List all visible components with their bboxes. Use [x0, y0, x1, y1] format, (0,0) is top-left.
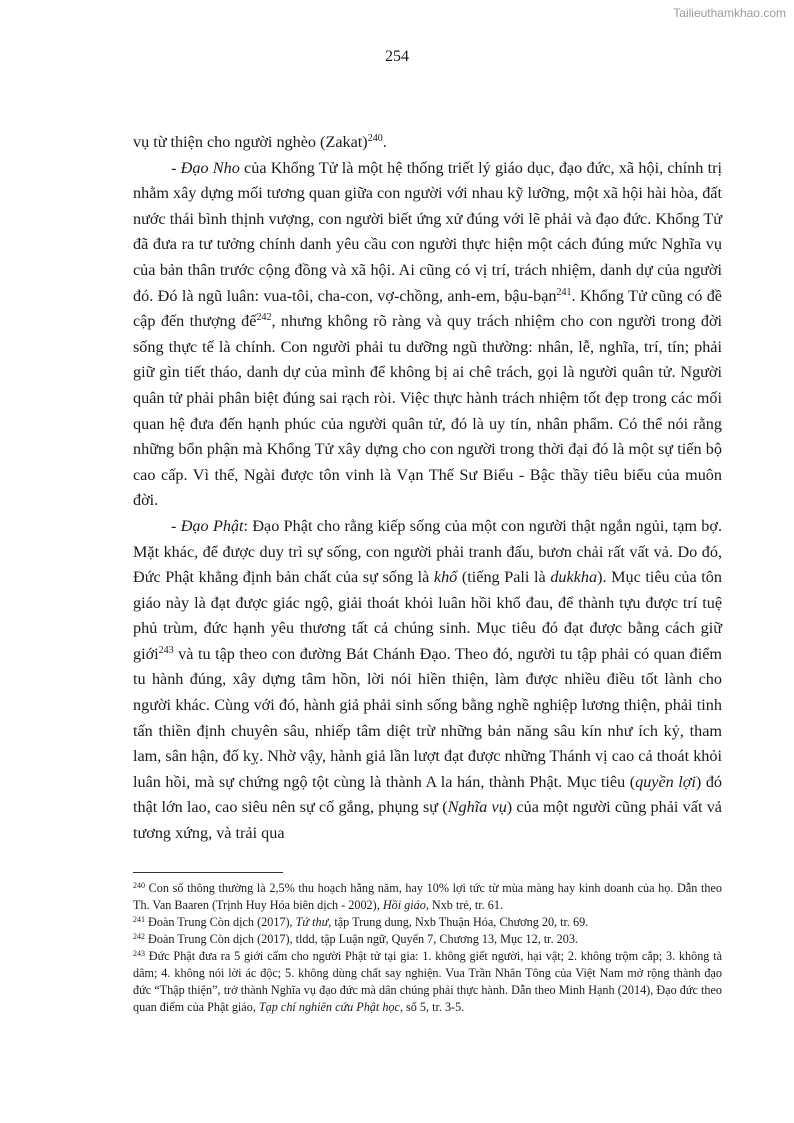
paragraph-dao-phat: - Đạo Phật: Đạo Phật cho rằng kiếp sống của một con người thật ngắn ngủi, tạm bợ. Mặt khác, để được duy trì sự sống, con người phải tranh đấu, bươn chải rất vất vả. Do đó, Đức Phật khẳng định bản chất của sự sống là khổ (tiếng Pali là dukkha). Mục tiêu của tôn giáo này là đạt được giác ngộ, giải thoát khỏi luân hồi khổ đau, để thành tựu được trí tuệ phủ trùm, đức hạnh yêu thương tất cả chúng sinh. Mục tiêu đó đạt được bằng cách giữ giới$^{243}$ và tu tập theo con đường Bát Chánh Đạo. Theo đó, người tu tập phải có quan điểm tu hành đúng, xây dựng tâm hồn, lời nói hiền thiện, làm được nhiều điều tốt lành cho người khác. Cùng với đó, hành giả phải sinh sống bằng nghề nghiệp lương thiện, phải tinh tấn thiền định chuyên sâu, nhiếp tâm diệt trừ những bản năng sâu kín như ích kỷ, tham lam, sân hận, đố kỵ. Nhờ vậy, hành giả lần lượt đạt được những Thánh vị cao cả thoát khỏi luân hồi, mà sự chứng ngộ tột cùng là thành A la hán, thành Phật. Mục tiêu (quyền lợi) đó thật lớn lao, cao siêu nên sự cố gắng, phụng sự (Nghĩa vụ) của một người cũng phải vất vả tương xứng, và trải qua [133, 516, 723, 843]
footnote-240: $^{240}$ Con số thông thường là 2,5% thu hoạch hằng năm, hay 10% lợi tức từ mùa màng hay kinh doanh của họ. Dẫn theo Th. Van Baaren (Trịnh Huy Hóa biên dịch - 2002), Hồi giáo, Nxb trẻ, tr. 61. [133, 881, 722, 912]
footnote-ref-241[interactable]: 241 [556, 286, 572, 298]
footnotes [133, 880, 722, 1016]
watermark: Tailieuthamkhao.com [673, 6, 786, 20]
term-dukkha: dukkha [550, 568, 598, 587]
body-text [133, 130, 722, 847]
footnote-ref-240[interactable]: 240 [367, 133, 383, 144]
footnote-ref-243[interactable]: 243 [158, 644, 174, 656]
footnote-241: $^{241}$ Đoàn Trung Còn dịch (2017), Tứ thư, tập Trung dung, Nxb Thuận Hóa, Chương 20, tr. 69. [133, 915, 589, 929]
term-dao-phat: Đạo Phật [180, 516, 244, 535]
term-dao-nho: Đạo Nho [180, 158, 240, 177]
paragraph-zakat: vụ từ thiện cho người nghèo (Zakat)$^{240}$. [133, 133, 387, 151]
footnote-242: $^{242}$ Đoàn Trung Còn dịch (2017), tldd, tập Luận ngữ, Quyển 7, Chương 13, Mục 12, tr. 203. [133, 932, 578, 946]
page-number: 254 [385, 48, 409, 65]
footnote-243: $^{243}$ Đức Phật đưa ra 5 giới cấm cho người Phật tử tại gia: 1. không giết người, hại vật; 2. không trộm cắp; 3. không tà dâm; 4. không nói lời ác độc; 5. không dùng chất say nghiện. Vua Trần Nhân Tông của Việt Nam mở rộng thành đạo đức “Thập thiện”, trở thành Nghĩa vụ đạo đức mà dân chúng phải thực hành. Dẫn theo Minh Hạnh (2014), Đạo đức theo quan điểm của Phật giáo, Tạp chí nghiên cứu Phật học, số 5, tr. 3-5. [133, 949, 722, 1014]
term-kho: khổ [433, 568, 458, 587]
term-nghia-vu: Nghĩa vụ [447, 798, 507, 817]
term-quyen-loi: quyền lợi [635, 772, 696, 791]
footnote-separator [133, 872, 283, 873]
footnote-ref-242[interactable]: 242 [256, 312, 272, 324]
paragraph-dao-nho: - Đạo Nho của Khổng Tử là một hệ thống triết lý giáo dục, đạo đức, xã hội, chính trị nhằm xây dựng mối tương quan giữa con người với nhau kỹ lưỡng, một xã hội hài hòa, đất nước thái bình thịnh vượng, con người biết ứng xử đúng với lẽ phải và đạo đức. Khổng Tử đã đưa ra tư tưởng chính danh yêu cầu con người thực hiện một cách đúng mức Nghĩa vụ của bản thân trước cộng đồng và xã hội. Ai cũng có vị trí, trách nhiệm, danh dự của người đó. Đó là ngũ luân: vua-tôi, cha-con, vợ-chồng, anh-em, bậu-bạn$^{241}$. Khổng Tử cũng có đề cập đến thượng đế$^{242}$, nhưng không rõ ràng và quy trách nhiệm cho con người trong đời sống thực tế là chính. Con người phải tu dưỡng ngũ thường: nhân, lễ, nghĩa, trí, tín; phải giữ gìn tiết tháo, danh dự của mình để không bị ai chê trách, gọi là người quân tử. Người quân tử phải phân biệt đúng sai rạch ròi. Việc thực hành trách nhiệm tốt đẹp trong các mối quan hệ đưa đến hạnh phúc của người quân tử, đó là uy tín, nhân phẩm. Có thể nói rằng những bổn phận mà Khổng Tử xây dựng cho con người trong thời đại đó là một sự tiến bộ cao cấp. Vì thế, Ngài được tôn vinh là Vạn Thế Sư Biểu - Bậc thầy tiêu biểu của muôn đời. [133, 158, 722, 510]
